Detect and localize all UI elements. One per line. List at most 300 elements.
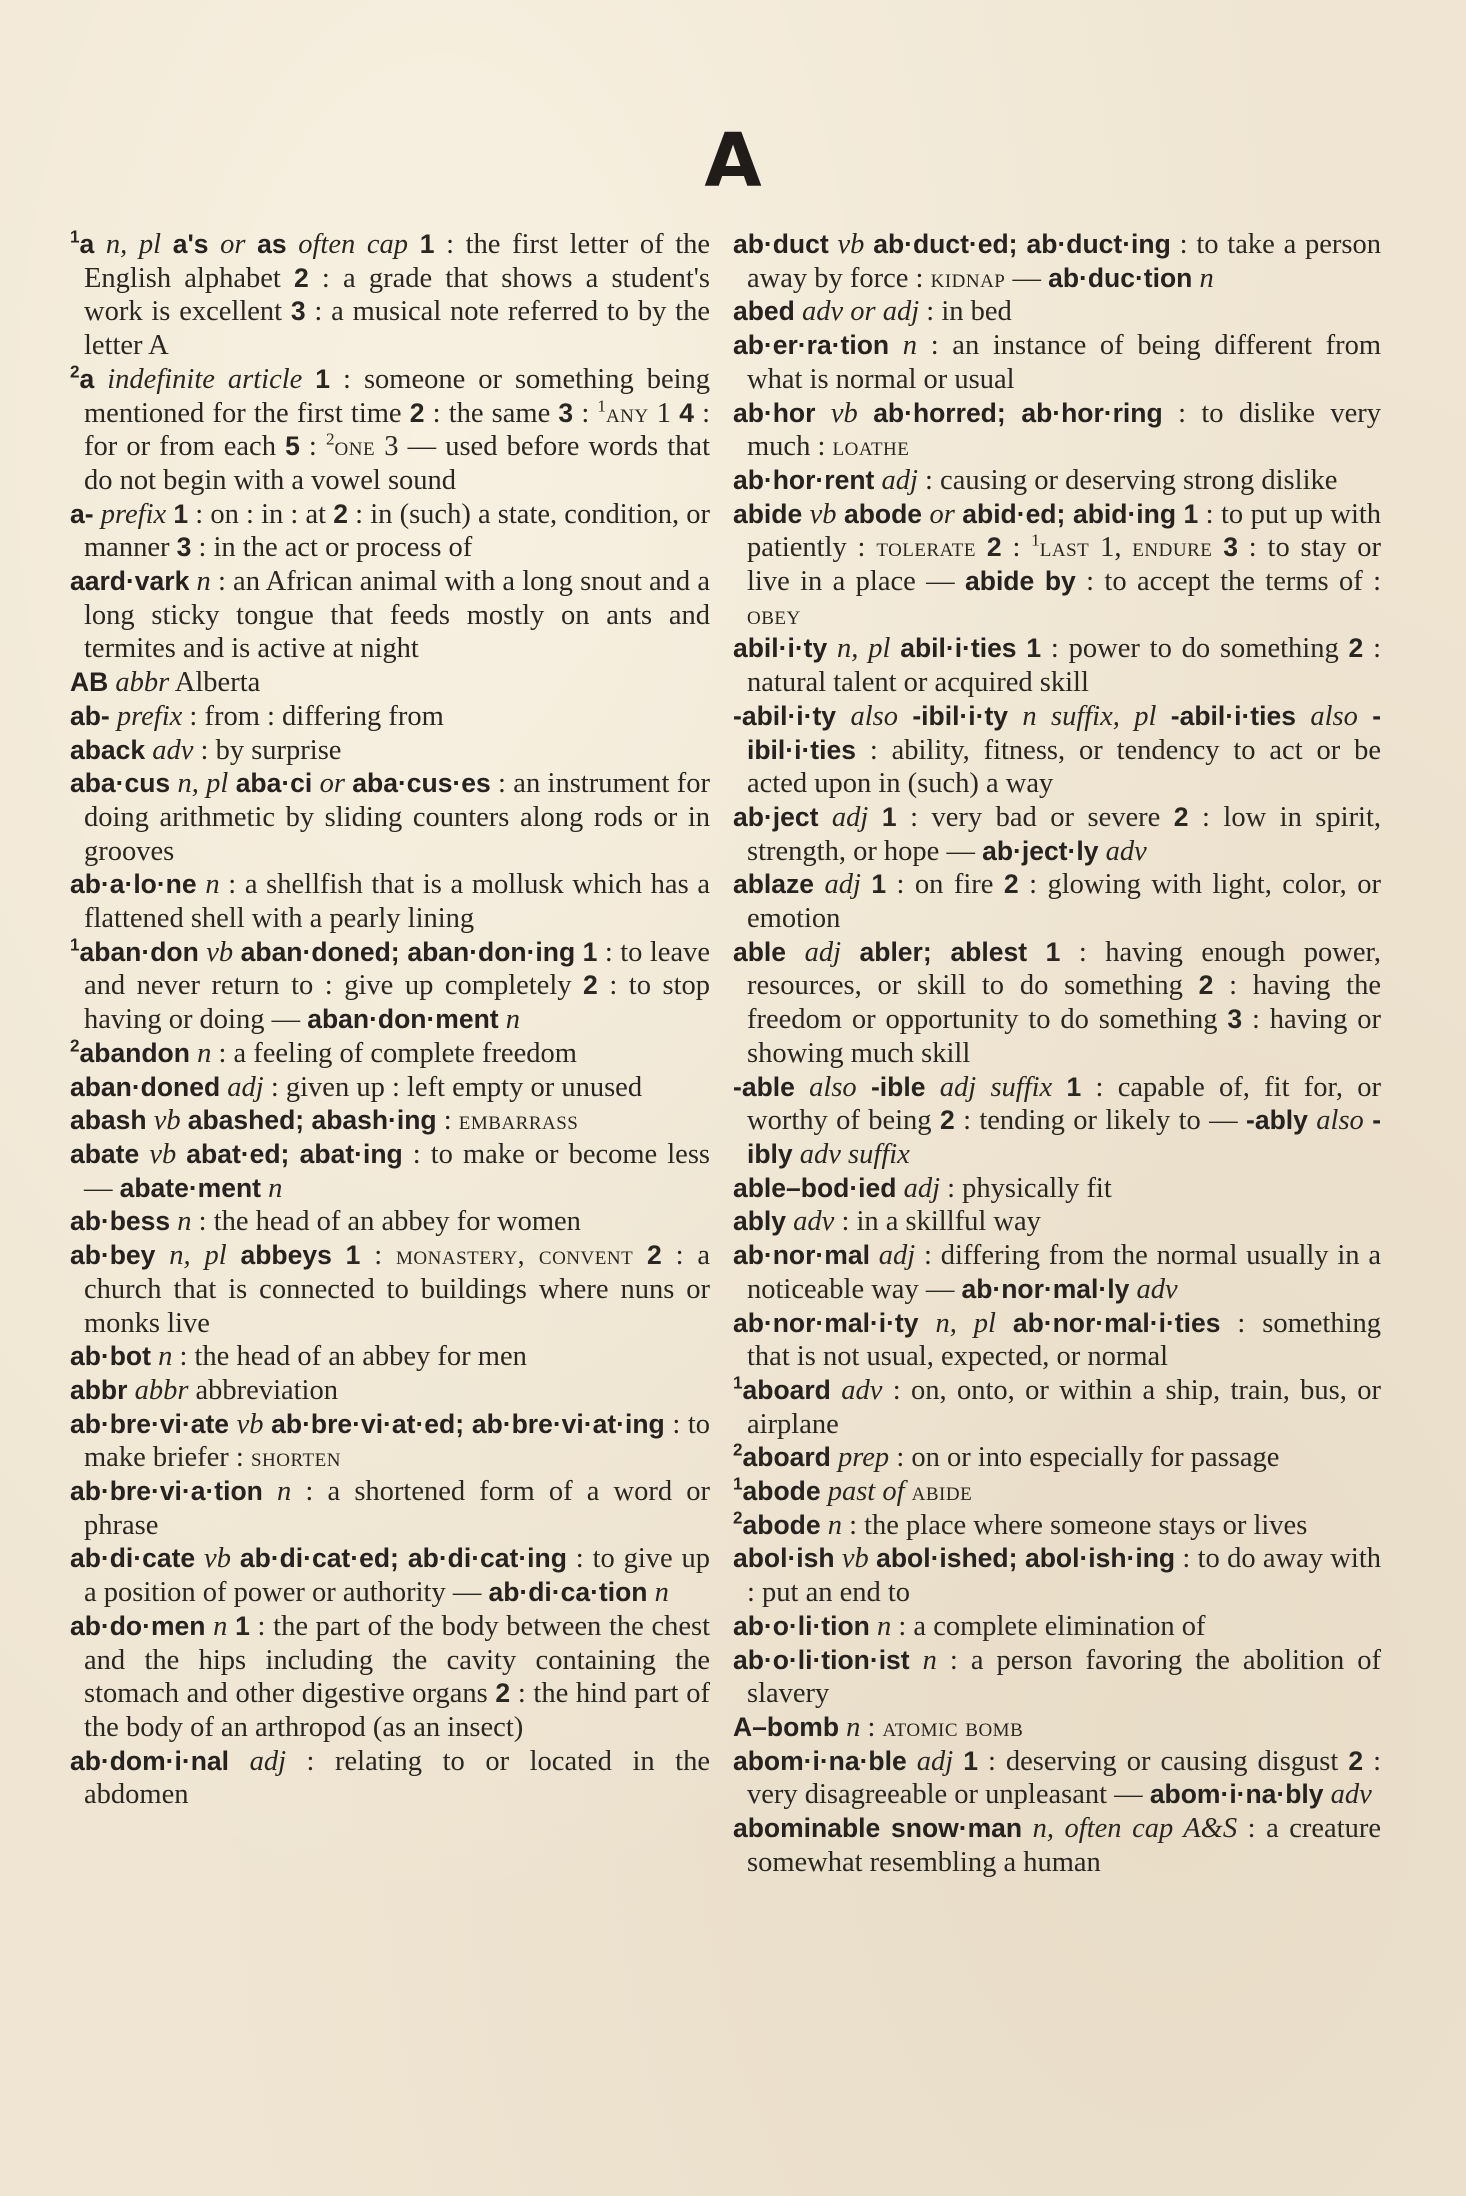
definition-text (332, 1240, 346, 1271)
definition-text: : the place where someone stays or lives (841, 1509, 1308, 1541)
cross-reference: any (605, 397, 649, 428)
definition-text (829, 229, 838, 260)
label-italic: adv (1136, 1273, 1178, 1305)
definition-text (919, 1308, 936, 1339)
headword-text: -ably (1246, 1105, 1308, 1136)
definition-text (793, 1139, 800, 1170)
headword-text: aboard (742, 1442, 831, 1473)
dictionary-entry (70, 565, 710, 666)
definition-text (1156, 701, 1170, 732)
sense-number: 3 (1223, 532, 1238, 563)
definition-text (1098, 836, 1105, 867)
definition-text: : the same (424, 397, 559, 429)
dictionary-entry (70, 1138, 710, 1205)
definition-text (231, 1543, 240, 1574)
label-italic: n, pl (935, 1307, 996, 1339)
definition-text: : in the act or process of (191, 532, 473, 564)
dictionary-entry (70, 1340, 710, 1374)
headword-text: ab·dom·i·nal (70, 1745, 229, 1776)
definition-text (896, 1173, 903, 1204)
definition-text: : an instance of being different from what is normal or usual (747, 330, 1382, 395)
label-italic: adv suffix (799, 1138, 910, 1170)
dictionary-entry (70, 1071, 710, 1105)
definition-text: : to make or become less — (84, 1138, 711, 1204)
definition-text: : a church that is connected to buildings where nuns or monks live (84, 1240, 711, 1339)
homograph-number: 2 (70, 362, 80, 382)
sense-number: 1 (419, 229, 435, 259)
label-italic: n (922, 1644, 937, 1676)
definition-text: : low in spirit, strength, or hope — (747, 801, 1382, 867)
sense-number: 4 (679, 397, 694, 428)
headword-text: ab·bre·vi·ate (70, 1408, 230, 1439)
definition-text: : to dislike very much : (747, 397, 1382, 463)
label-italic: adj (227, 1071, 264, 1103)
definition-text (1324, 1779, 1331, 1810)
sense-number: 2 (939, 1105, 955, 1136)
headword-text: aba·cus·es (352, 768, 491, 799)
headword-text: abate (70, 1138, 140, 1169)
label-italic: n, pl (169, 1240, 227, 1272)
sense-number: 1 (582, 936, 598, 967)
headword-text: -ible (870, 1071, 926, 1102)
cross-reference: loathe (832, 431, 910, 462)
definition-text (889, 330, 903, 361)
label-italic: vb (204, 1543, 231, 1575)
dictionary-entry (70, 1239, 710, 1340)
definition-text (837, 499, 844, 530)
headword-text: abil·i·ty (733, 633, 828, 664)
label-italic: vb (809, 498, 837, 530)
headword-text: aback (70, 734, 146, 765)
definition-text (110, 701, 117, 732)
headword-text: ab·hor·rent (733, 464, 875, 495)
definition-text (1192, 263, 1199, 294)
dictionary-entry (70, 363, 710, 498)
definition-text: : a person favoring the abolition of slavery (747, 1644, 1382, 1710)
definition-text (857, 1072, 871, 1103)
headword-text: ab·nor·mal·i·ties (1012, 1307, 1221, 1338)
homograph-number: 1 (70, 935, 80, 955)
headword-text: ab·duc·tion (1048, 262, 1193, 293)
definition-text (905, 1476, 912, 1507)
definition-text: : (436, 1105, 459, 1137)
sense-number: 2 (1348, 633, 1364, 664)
headword-text: ab·a·lo·ne (70, 869, 197, 900)
definition-text: : on, onto, or within a ship, train, bus, or airplane (747, 1374, 1381, 1440)
dictionary-entry (733, 295, 1381, 329)
dictionary-entry (733, 329, 1381, 396)
label-italic: n (197, 1037, 212, 1069)
definition-text (233, 937, 240, 968)
headword-text: abode (742, 1476, 821, 1507)
definition-text: : to accept the terms of : (1075, 566, 1381, 598)
label-italic: adj (916, 1745, 954, 1777)
sense-number: 2 (1198, 970, 1214, 1001)
label-italic: n (196, 566, 211, 598)
headword-text: ab·hor (733, 397, 816, 428)
definition-text (861, 869, 871, 900)
definition-text (161, 229, 173, 260)
definition-text (910, 1645, 923, 1676)
label-italic: n (1199, 262, 1214, 294)
definition-text: : (573, 397, 598, 429)
headword-text: as (257, 229, 287, 259)
headword-text: abashed; abash·ing (187, 1105, 437, 1136)
definition-text: : natural talent or acquired skill (747, 633, 1382, 699)
definition-text (1212, 532, 1223, 563)
cross-reference: atomic bomb (882, 1711, 1024, 1742)
sense-number: 1 (871, 869, 887, 900)
definition-text (94, 364, 107, 395)
label-italic: prefix (100, 498, 167, 530)
definition-text (647, 1577, 654, 1608)
definition-text (786, 937, 805, 968)
homograph-number: 2 (70, 1036, 80, 1056)
sense-number: 2 (409, 397, 425, 428)
headword-text: abode (742, 1509, 821, 1540)
headword-text: aba·ci (235, 768, 313, 799)
dictionary-entry (733, 498, 1381, 633)
label-italic: n (268, 1172, 283, 1204)
definition-text: : having the freedom or opportunity to do something (747, 970, 1381, 1036)
sense-number: 1 (1026, 633, 1042, 664)
definition-text (976, 532, 987, 563)
headword-text: abil·i·ties (900, 633, 1017, 664)
sense-number: 3 (558, 397, 574, 428)
definition-text: : (860, 1711, 883, 1743)
definition-text: : from : differing from (182, 700, 444, 732)
definition-text (953, 1746, 963, 1777)
definition-text (898, 701, 912, 732)
definition-text (1008, 701, 1022, 732)
definition-text: : on or into especially for passage (889, 1442, 1280, 1474)
definition-text (1027, 937, 1046, 968)
left-column (70, 228, 710, 1812)
dictionary-entry (733, 397, 1381, 464)
definition-text: : a shellfish that is a mollusk which has a flattened shell with a pearly lining (84, 869, 710, 935)
definition-text: : deserving or causing disgust (977, 1745, 1349, 1777)
definition-text (907, 1746, 917, 1777)
definition-text (1358, 701, 1372, 732)
definition-text: : the hind part of the body of an arthropod (as an insect) (84, 1678, 710, 1743)
definition-text (155, 1240, 169, 1271)
label-italic: also (1310, 700, 1358, 732)
sense-number: 1 (1066, 1071, 1082, 1102)
definition-text: : something that is not usual, expected, or normal (747, 1307, 1382, 1373)
definition-text (575, 937, 582, 968)
sense-number: 3 (176, 532, 192, 563)
definition-text (147, 1105, 154, 1136)
dictionary-entry (70, 666, 710, 700)
definition-text: : a musical note referred to by the letter A (84, 296, 710, 362)
definition-text: : to do away with : put an end to (747, 1543, 1381, 1609)
definition-text (925, 1072, 939, 1103)
label-italic: adv (841, 1374, 883, 1406)
headword-text: -abil·i·ties (1170, 700, 1296, 731)
dictionary-entry (70, 936, 710, 1037)
sense-number: 1 (315, 363, 331, 394)
dictionary-entry (733, 700, 1381, 801)
headword-text: aban·don (79, 936, 199, 967)
headword-text: abbeys (240, 1240, 332, 1271)
definition-text: : to leave and never return to : give up completely (84, 936, 711, 1002)
definition-text (831, 1442, 838, 1473)
cross-reference: one (334, 431, 376, 462)
label-italic: adj (903, 1172, 940, 1204)
sense-number: 2 (1173, 801, 1189, 832)
headword-text: abide (733, 498, 803, 529)
cross-reference: kidnap (930, 262, 1006, 293)
definition-text (287, 229, 299, 260)
headword-text: abandon (79, 1037, 190, 1068)
definition-text: : very disagreeable or unpleasant — (747, 1745, 1381, 1811)
label-italic: vb (153, 1105, 181, 1137)
headword-text: a (79, 229, 95, 259)
label-italic: adv (1105, 835, 1147, 867)
headword-text: abide by (965, 566, 1076, 597)
definition-text: : capable of, fit for, or worthy of being (747, 1071, 1382, 1137)
label-italic: vb (149, 1138, 177, 1170)
definition-text: : the head of an abbey for women (191, 1206, 581, 1238)
label-italic: adv (793, 1206, 835, 1238)
headword-text: a- (70, 498, 94, 529)
headword-text: -ibly (747, 1105, 1382, 1169)
sense-number: 2 (333, 498, 348, 529)
headword-text: ab·nor·mal·i·ty (733, 1307, 919, 1338)
label-italic: vb (837, 229, 865, 260)
headword-text: -abil·i·ty (733, 700, 837, 731)
label-italic: adj suffix (939, 1071, 1053, 1103)
dictionary-entry (733, 936, 1381, 1071)
definition-text: : to stay or live in a place — (747, 532, 1382, 598)
definition-text: : (360, 1240, 397, 1272)
label-italic: n (654, 1577, 669, 1609)
definition-text (302, 364, 315, 395)
section-letter-heading: A (704, 118, 762, 204)
headword-text: ab·di·cate (70, 1543, 196, 1574)
definition-text (835, 1543, 842, 1574)
cross-reference: embarrass (458, 1105, 579, 1136)
dictionary-entry (733, 1812, 1381, 1879)
label-italic: adv (1330, 1779, 1372, 1811)
definition-text (821, 1510, 828, 1541)
dictionary-entry (733, 1745, 1381, 1812)
dictionary-entry (733, 1239, 1381, 1306)
homograph-number: 1 (1031, 530, 1040, 550)
sense-number: 2 (986, 532, 1002, 563)
cross-reference: endure (1132, 532, 1213, 563)
definition-text (127, 1375, 134, 1406)
definition-text: : by surprise (193, 734, 342, 766)
headword-text: ab·duct (733, 229, 829, 259)
dictionary-entry (733, 801, 1381, 868)
definition-text (996, 1308, 1013, 1339)
dictionary-entry (70, 1205, 710, 1239)
homograph-number: 2 (733, 1440, 743, 1460)
definition-text: : to put up with patiently : (747, 498, 1382, 564)
headword-text: -able (733, 1071, 795, 1102)
dictionary-entry (70, 868, 710, 935)
definition-text (869, 1543, 876, 1574)
label-italic: n (902, 330, 918, 362)
sense-number: 1 (1045, 936, 1061, 967)
headword-text: ab·nor·mal·ly (961, 1273, 1130, 1304)
definition-text: : power to do something (1041, 633, 1349, 665)
label-italic: n (505, 1004, 520, 1036)
definition-text (229, 1746, 250, 1777)
cross-reference: tolerate (876, 532, 977, 563)
definition-text (408, 229, 420, 260)
definition-text (263, 1476, 277, 1507)
headword-text: ab·o·li·tion (733, 1610, 870, 1641)
label-italic: adv or adj (801, 296, 920, 328)
homograph-number: 1 (597, 396, 606, 416)
definition-text: : to stop having or doing — (84, 970, 710, 1036)
definition-text: : relating to or located in the abdomen (84, 1745, 710, 1811)
label-italic: abbr (115, 667, 170, 699)
definition-text: : an African animal with a long snout and a long sticky tongue that feeds mostly on ants and termites and is active at night (84, 566, 711, 665)
definition-text (151, 1341, 158, 1372)
definition-text: : glowing with light, color, or emotion (747, 869, 1382, 935)
headword-text: ab·er·ra·tion (733, 330, 890, 361)
headword-text: ab·ject·ly (982, 835, 1099, 866)
dictionary-entry (733, 1441, 1381, 1475)
homograph-number: 2 (325, 429, 335, 449)
cross-reference: shorten (250, 1442, 341, 1473)
headword-text: abol·ish (733, 1543, 835, 1574)
definition-text: : ability, fitness, or tendency to act or be acted upon in (such) a way (747, 734, 1381, 800)
homograph-number: 1 (70, 227, 80, 247)
dictionary-entry (733, 464, 1381, 498)
definition-text (815, 398, 830, 429)
label-italic: vb (206, 936, 234, 968)
dictionary-entry (733, 1307, 1381, 1374)
definition-text (94, 229, 106, 260)
sense-number: 3 (1227, 1004, 1243, 1035)
definition-text (227, 1240, 241, 1271)
definition-text: : a complete elimination of (891, 1610, 1206, 1642)
headword-text: aard·vark (70, 566, 190, 597)
headword-text: ab·di·ca·tion (488, 1577, 648, 1608)
definition-text (205, 1611, 213, 1642)
definition-text (1052, 1072, 1066, 1103)
headword-text: a's (172, 229, 209, 259)
dictionary-entry (70, 734, 710, 768)
headword-text: ab·di·cat·ed; ab·di·cat·ing (239, 1543, 567, 1574)
definition-text (181, 1105, 188, 1136)
sense-number: 2 (647, 1240, 662, 1271)
definition-text (821, 1476, 828, 1507)
dictionary-entry (733, 1205, 1381, 1239)
sense-number: 2 (293, 262, 309, 293)
definition-text (864, 229, 873, 260)
definition-text: : on : in : at (188, 498, 334, 530)
label-italic: n (277, 1476, 292, 1508)
definition-text (818, 802, 832, 833)
dictionary-entry (70, 1475, 710, 1542)
headword-text: ab·bot (70, 1341, 151, 1372)
headword-text: ab·do·men (70, 1610, 206, 1641)
dictionary-entry (733, 1475, 1381, 1509)
label-italic: adj (831, 801, 869, 833)
headword-text: ablaze (733, 869, 815, 900)
label-italic: adv (152, 734, 194, 766)
definition-text (814, 869, 824, 900)
headword-text: ab·horred; ab·hor·ring (873, 397, 1163, 428)
headword-text: abom·i·na·bly (1149, 1779, 1324, 1810)
definition-text (197, 869, 206, 900)
definition-text: : having or showing much skill (747, 1004, 1381, 1069)
headword-text: ab·duct·ed; ab·duct·ing (873, 229, 1171, 259)
definition-text: : very bad or severe (896, 801, 1174, 833)
definition-text: : tending or likely to — (954, 1105, 1247, 1137)
dictionary-entry (70, 1542, 710, 1609)
headword-text: abom·i·na·ble (733, 1745, 907, 1776)
label-italic: vb (236, 1408, 264, 1440)
dictionary-entry (70, 1374, 710, 1408)
label-italic: n (213, 1610, 228, 1642)
label-italic: often cap (298, 229, 409, 260)
label-italic: n (177, 1206, 192, 1238)
label-italic: abbr (134, 1374, 189, 1406)
headword-text: aban·don·ment (307, 1004, 499, 1035)
dictionary-entry (733, 228, 1381, 295)
headword-text: abol·ished; abol·ish·ing (876, 1543, 1176, 1574)
headword-text: a (79, 363, 95, 394)
definition-text: 3 — used before words that do not begin with a vowel sound (84, 431, 710, 496)
definition-text (227, 1611, 235, 1642)
label-italic: n (877, 1610, 892, 1642)
headword-text: aboard (742, 1374, 831, 1405)
dictionary-entry (733, 1374, 1381, 1441)
headword-text: A–bomb (733, 1711, 839, 1742)
headword-text: AB (70, 667, 109, 698)
dictionary-entry (733, 632, 1381, 699)
definition-text: : in a skillful way (834, 1206, 1041, 1238)
definition-text: : in bed (919, 296, 1012, 328)
label-italic: adj (804, 936, 841, 968)
headword-text: aban·doned; aban·don·ing (240, 936, 576, 967)
label-italic: adj (881, 464, 918, 496)
label-italic: n, pl (837, 633, 891, 665)
headword-text: abbr (70, 1374, 128, 1405)
definition-text: : a creature somewhat resembling a human (747, 1813, 1382, 1878)
dictionary-entry (733, 1610, 1381, 1644)
label-italic: or (929, 498, 955, 530)
definition-text: : to make briefer : (84, 1408, 710, 1474)
headword-text: ab·bess (70, 1206, 171, 1237)
sense-number: 2 (495, 1678, 511, 1709)
dictionary-entry (733, 868, 1381, 935)
dictionary-entry (70, 767, 710, 868)
definition-text: : the part of the body between the chest and the hips including the cavity containing the stomach and other digestive organs (84, 1610, 711, 1710)
headword-text: abed (733, 296, 795, 327)
label-italic: past of (827, 1476, 905, 1508)
label-italic: adj (824, 869, 861, 901)
headword-text: abler; ablest (859, 936, 1028, 967)
definition-text: : to take a person away by force : (747, 229, 1382, 294)
definition-text (94, 499, 101, 530)
label-italic: adj (249, 1745, 286, 1777)
definition-text: 1, (1089, 532, 1133, 564)
definition-text: : someone or something being mentioned for the first time (84, 363, 711, 429)
definition-text (870, 1611, 877, 1642)
dictionary-entry (70, 700, 710, 734)
dictionary-entry (70, 228, 710, 363)
definition-text (228, 768, 235, 799)
sense-number: 2 (1348, 1745, 1364, 1776)
headword-text: abate·ment (119, 1172, 261, 1203)
